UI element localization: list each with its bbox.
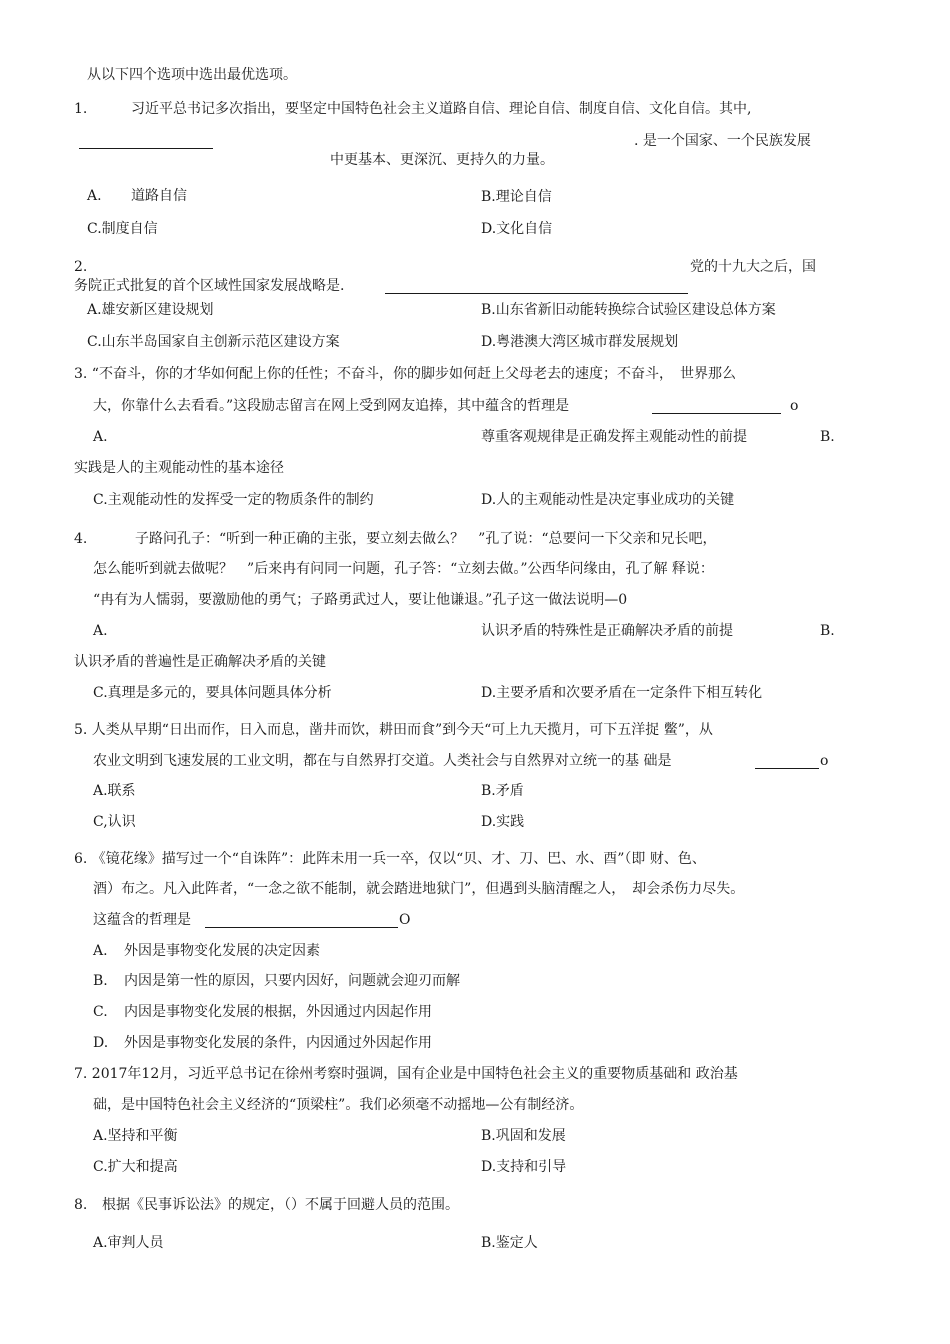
- option-a: 尊重客观规律是正确发挥主观能动性的前提: [481, 429, 747, 445]
- option-c: C.扩大和提高: [93, 1159, 178, 1175]
- question-text: 3. “不奋斗，你的才华如何配上你的任性；不奋斗，你的脚步如何赶上父母老去的速度；不奋斗， 世界那么: [74, 366, 736, 382]
- option-a: A.雄安新区建设规划: [87, 302, 214, 318]
- question-text: 7. 2017年12月，习近平总书记在徐州考察时强调，国有企业是中国特色社会主义的重要物质基础和 政治基: [74, 1066, 738, 1082]
- option-a: 道路自信: [131, 188, 187, 204]
- question-text: 党的十九大之后，国: [690, 259, 816, 275]
- option-d: D.主要矛盾和次要矛盾在一定条件下相互转化: [481, 685, 763, 701]
- question-text: “冉有为人懦弱，要激励他的勇气；子路勇武过人，要让他谦退。”孔子这一做法说明—0: [93, 592, 628, 608]
- option-d: D.实践: [481, 814, 525, 830]
- question-number: 1.: [74, 101, 88, 117]
- question-text: 根据《民事诉讼法》的规定，（）不属于回避人员的范围。: [102, 1197, 459, 1213]
- answer-blank: [755, 754, 819, 769]
- question-text: 酒）布之。凡入此阵者，“一念之欲不能制，就会踏进地狱门”，但遇到头脑清醒之人， 却会杀伤力尽失。: [93, 881, 745, 897]
- option-b: B.巩固和发展: [481, 1128, 566, 1144]
- option-d: D.人的主观能动性是决定事业成功的关键: [481, 492, 735, 508]
- option-b: 实践是人的主观能动性的基本途径: [74, 460, 284, 476]
- question-text: 习近平总书记多次指出，要坚定中国特色社会主义道路自信、理论自信、制度自信、文化自信。其中,: [131, 101, 752, 117]
- option-c: 内因是事物变化发展的根据，外因通过内因起作用: [124, 1004, 432, 1020]
- instructions: 从以下四个选项中选出最优选项。: [87, 67, 297, 83]
- option-c-label: C.: [93, 1004, 108, 1020]
- option-b: B.鉴定人: [481, 1235, 538, 1251]
- option-b-label: B.: [820, 429, 835, 445]
- option-d: D.粤港澳大湾区城市群发展规划: [481, 334, 679, 350]
- option-a-label: A.: [93, 943, 108, 959]
- question-number: 4.: [74, 531, 88, 547]
- option-b: 认识矛盾的普遍性是正确解决矛盾的关键: [74, 654, 326, 670]
- option-c: C.制度自信: [87, 221, 158, 237]
- option-b-label: B.: [820, 623, 835, 639]
- question-text: 务院正式批复的首个区域性国家发展战略是.: [74, 278, 345, 294]
- question-text: 怎么能听到就去做呢？ ”后来冉有问同一问题，孔子答：“立刻去做。”公西华问缘由，孔了解 释说：: [93, 561, 714, 577]
- question-text: 5. 人类从早期“日出而作，日入而息，凿井而饮，耕田而食”到今天“可上九天揽月，可下五洋捉 鳖”，从: [74, 722, 713, 738]
- question-text: . 是一个国家、一个民族发展: [634, 133, 811, 149]
- option-a-label: A.: [93, 623, 108, 639]
- question-number: 2.: [74, 259, 88, 275]
- option-a: A.坚持和平衡: [93, 1128, 178, 1144]
- question-text: 子路问孔子：“听到一种正确的主张，要立刻去做么？ ”孔了说：“总要问一下父亲和兄长吧，: [135, 531, 717, 547]
- option-d: D.支持和引导: [481, 1159, 567, 1175]
- option-b: 内因是第一性的原因，只要内因好，问题就会迎刃而解: [124, 973, 460, 989]
- blank-end-mark: o: [790, 398, 799, 414]
- option-a-label: A.: [87, 188, 102, 204]
- question-text: 农业文明到飞速发展的工业文明，都在与自然界打交道。人类社会与自然界对立统一的基 础是: [93, 753, 672, 769]
- option-d: 外因是事物变化发展的条件，内因通过外因起作用: [124, 1035, 432, 1051]
- question-text: 6. 《镜花缘》描写过一个“自诛阵”：此阵未用一兵一卒，仅以“贝、才、刀、巴、水、酉”（即 财、色、: [74, 851, 706, 867]
- question-number: 8.: [74, 1197, 88, 1213]
- option-a: 外因是事物变化发展的决定因素: [124, 943, 320, 959]
- option-d: D.文化自信: [481, 221, 553, 237]
- option-c: C,认识: [93, 814, 136, 830]
- option-c: C.真理是多元的，要具体问题具体分析: [93, 685, 332, 701]
- option-c: C.山东半岛国家自主创新示范区建设方案: [87, 334, 340, 350]
- blank-end-mark: O: [399, 912, 411, 928]
- question-text: 础，是中国特色社会主义经济的“顶梁柱”。我们必须毫不动摇地—公有制经济。: [93, 1097, 584, 1113]
- answer-blank: [205, 913, 398, 928]
- option-b: B.理论自信: [481, 189, 552, 205]
- option-a: A.审判人员: [93, 1235, 164, 1251]
- answer-blank: [652, 399, 781, 414]
- option-a: A.联系: [93, 783, 136, 799]
- option-b-label: B.: [93, 973, 108, 989]
- question-text: 大，你靠什么去看看。”这段励志留言在网上受到网友追捧，其中蕴含的哲理是: [93, 398, 570, 414]
- answer-blank: [79, 134, 213, 149]
- option-b: B.山东省新旧动能转换综合试验区建设总体方案: [481, 302, 776, 318]
- answer-blank: [385, 279, 688, 294]
- option-a: 认识矛盾的特殊性是正确解决矛盾的前提: [481, 623, 733, 639]
- option-d-label: D.: [93, 1035, 109, 1051]
- option-b: B.矛盾: [481, 783, 524, 799]
- blank-end-mark: o: [820, 753, 829, 769]
- option-c: C.主观能动性的发挥受一定的物质条件的制约: [93, 492, 374, 508]
- question-text: 中更基本、更深沉、更持久的力量。: [330, 152, 554, 168]
- question-text: 这蕴含的哲理是: [93, 912, 191, 928]
- option-a-label: A.: [93, 429, 108, 445]
